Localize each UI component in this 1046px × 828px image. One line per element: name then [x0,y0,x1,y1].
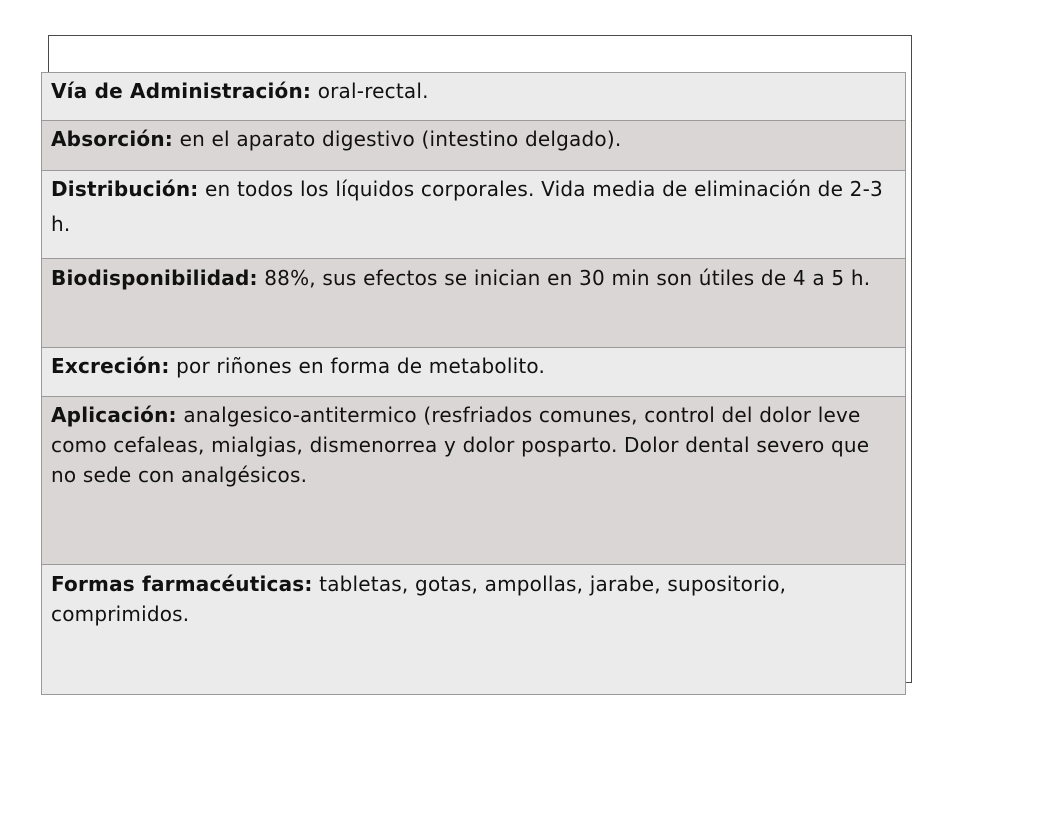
row-label: Formas farmacéuticas: [51,572,313,596]
pharmacology-table [41,72,906,695]
row-pharmaceutical-forms [42,565,905,694]
row-label: Distribución: [51,177,199,201]
row-label: Vía de Administración: [51,79,312,103]
row-label: Aplicación: [51,403,177,427]
row-application [42,397,905,565]
row-distribution [42,171,905,259]
row-text: 88%, sus efectos se inician en 30 min son útiles de 4 a 5 h. [264,266,871,290]
row-text: oral-rectal. [317,79,429,103]
row-text: analgesico-antitermico (resfriados comunes, control del dolor leve como cefaleas, mialgias, dismenorrea y dolor posparto. Dolor dental severo que no sede con analgésicos. [51,403,870,487]
row-text: en todos los líquidos corporales. Vida media de eliminación de 2-3 h. [51,177,883,236]
row-absorption [42,121,905,171]
row-label: Absorción: [51,127,173,151]
row-label: Excreción: [51,354,170,378]
row-excretion [42,348,905,397]
row-bioavailability [42,259,905,348]
row-label: Biodisponibilidad: [51,266,258,290]
row-text: en el aparato digestivo (intestino delgado). [179,127,622,151]
row-text: tabletas, gotas, ampollas, jarabe, supositorio, comprimidos. [51,572,787,626]
row-text: por riñones en forma de metabolito. [176,354,546,378]
row-administration-route [42,73,905,121]
